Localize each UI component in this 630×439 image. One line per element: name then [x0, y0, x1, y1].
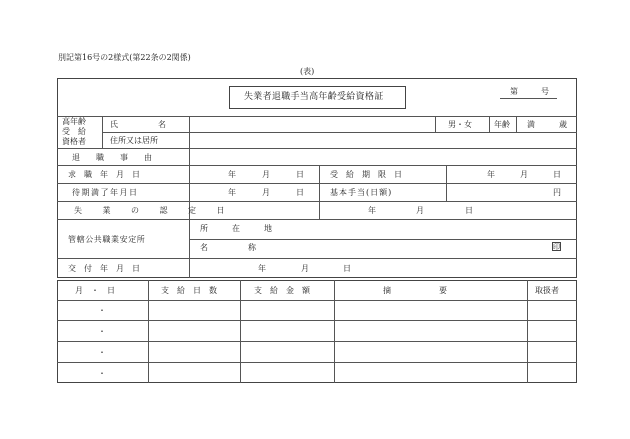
year-mark: 年 [487, 170, 495, 179]
form-title: 失業者退職手当高年齢受給資格証 [244, 92, 384, 102]
payment-header-amount: 支 給 金 額 [254, 286, 310, 295]
payment-header-handler: 取扱者 [535, 286, 559, 295]
col-line [319, 165, 320, 219]
payment-date-dot: ・ [98, 327, 106, 336]
number-suffix: 号 [541, 87, 549, 96]
office-name-label: 名 称 [200, 243, 256, 252]
day-mark: 日 [553, 170, 561, 179]
payment-header-remarks: 摘 要 [383, 286, 447, 295]
number-prefix: 第 [510, 87, 518, 96]
row-line [189, 239, 577, 240]
gender-label: 男・女 [448, 120, 472, 129]
payment-header-days: 支 給 日 数 [161, 286, 217, 295]
payment-row-line [57, 362, 577, 363]
payment-col-line [334, 280, 335, 383]
row-line [57, 183, 577, 184]
payment-col-line [148, 280, 149, 383]
eligibility-label-1: 高年齢 [62, 117, 86, 126]
issue-date-label: 交 付 年 月 日 [68, 264, 140, 273]
payment-row-line [57, 300, 577, 301]
month-mark: 月 [416, 206, 424, 215]
yen-mark: 円 [553, 188, 561, 197]
name-label: 氏 名 [110, 120, 166, 129]
certification-date-label: 失 業 の 認 定 日 [74, 206, 226, 215]
year-mark: 年 [368, 206, 376, 215]
col-line [102, 116, 103, 148]
row-line [57, 219, 577, 220]
col-line [516, 116, 517, 132]
day-mark: 日 [343, 264, 351, 273]
month-mark: 月 [520, 170, 528, 179]
row-line [57, 148, 577, 149]
day-mark: 日 [465, 206, 473, 215]
year-mark: 年 [258, 264, 266, 273]
row-line [57, 116, 577, 117]
payment-date-dot: ・ [98, 348, 106, 357]
age-label: 年齢 [494, 120, 510, 129]
month-mark: 月 [262, 188, 270, 197]
col-line [446, 165, 447, 201]
day-mark: 日 [296, 170, 304, 179]
row-line [57, 258, 577, 259]
side-label: (表) [300, 67, 315, 76]
eligibility-label-2: 受 給 [62, 127, 86, 136]
retirement-reason-label: 退 職 事 由 [72, 153, 152, 162]
eligibility-label-3: 資格者 [62, 137, 86, 146]
year-mark: 年 [228, 188, 236, 197]
basic-allowance-label: 基本手当(日額) [330, 188, 393, 197]
number-underline [500, 98, 557, 99]
receipt-deadline-label: 受 給 期 限 日 [330, 170, 402, 179]
row-line [57, 201, 577, 202]
payment-row-line [57, 341, 577, 342]
month-mark: 月 [262, 170, 270, 179]
month-mark: 月 [301, 264, 309, 273]
col-line [435, 116, 436, 132]
payment-col-line [527, 280, 528, 383]
row-line [102, 132, 577, 133]
office-location-label: 所 在 地 [200, 224, 272, 233]
col-line [489, 116, 490, 132]
day-mark: 日 [296, 188, 304, 197]
waiting-end-date-label: 待期満了年月日 [72, 188, 139, 197]
payment-table-frame [57, 280, 577, 383]
row-line [57, 165, 577, 166]
seal-mark: 印 [553, 243, 560, 251]
payment-col-line [240, 280, 241, 383]
job-application-date-label: 求 職 年 月 日 [68, 170, 140, 179]
form-label: 別記第16号の2様式(第22条の2関係) [58, 53, 191, 62]
payment-header-date: 月 ・ 日 [75, 286, 115, 295]
payment-date-dot: ・ [98, 369, 106, 378]
address-label: 住所又は居所 [110, 136, 158, 145]
payment-date-dot: ・ [98, 306, 106, 315]
payment-row-line [57, 320, 577, 321]
office-label: 管轄公共職業安定所 [68, 235, 146, 244]
col-line [189, 116, 190, 278]
year-mark: 年 [228, 170, 236, 179]
age-unit: 満 歳 [527, 120, 567, 129]
